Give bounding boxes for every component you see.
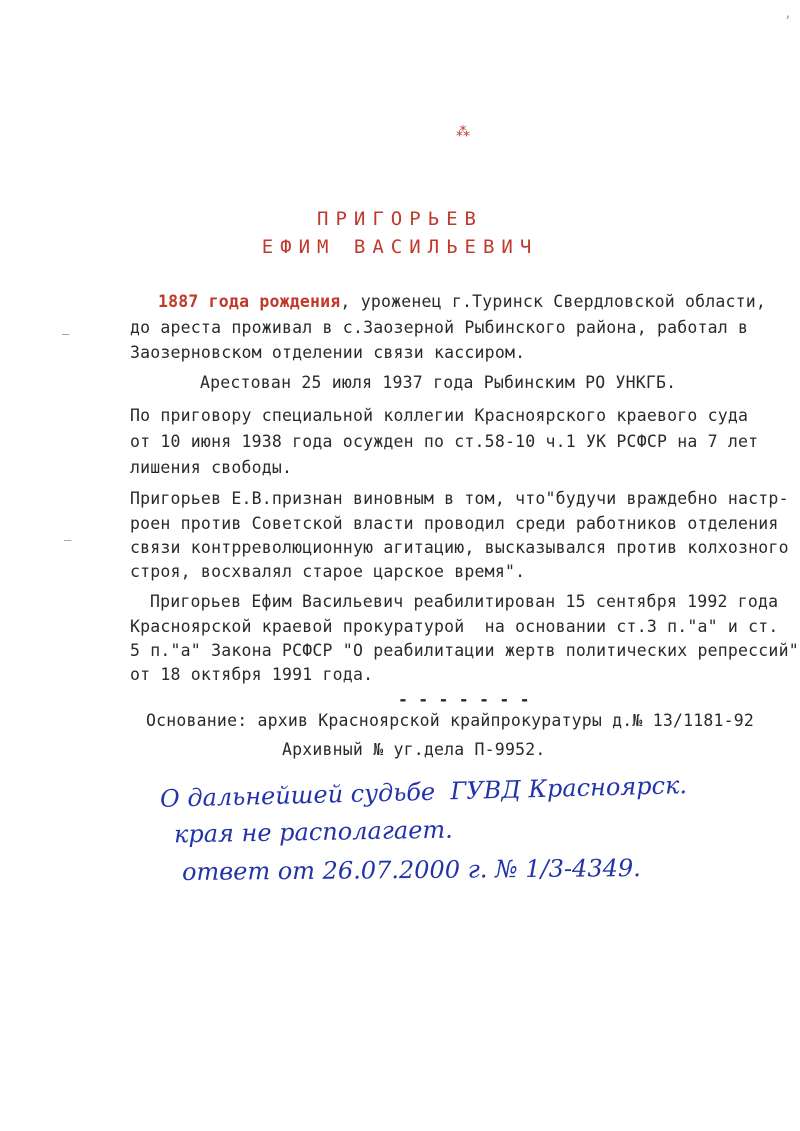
charge-line-2: роен против Советской власти проводил среди работников отделения (130, 514, 779, 533)
handwritten-note-line-3: ответ от 26.07.2000 г. № 1/3-4349. (181, 853, 641, 887)
person-surname: ПРИГОРЬЕВ (317, 208, 483, 230)
sentence-line-3: лишения свободы. (130, 458, 293, 477)
handwritten-note-line-1: О дальнейшей судьбе ГУВД Красноярск. (159, 771, 688, 813)
header-mark: ⁂ (456, 124, 470, 140)
rehab-line-1: Пригорьев Ефим Васильевич реабилитирован 15 сентября 1992 года (150, 592, 779, 611)
sentence-line-1: По приговору специальной коллегии Красноярского краевого суда (130, 406, 749, 425)
margin-tick: ’ (784, 14, 792, 28)
arrest-line: Арестован 25 июля 1937 года Рыбинским РО УНКГБ. (200, 373, 677, 392)
bio-line-1 (158, 292, 766, 311)
margin-tick: – (62, 327, 70, 341)
basis-line-1: Основание: архив Красноярской крайпрокуратуры д.№ 13/1181-92 (146, 711, 755, 730)
basis-line-2: Архивный № уг.дела П-9952. (282, 740, 546, 759)
rehab-line-2: Красноярской краевой прокуратурой на основании ст.3 п."а" и ст. (130, 617, 779, 636)
charge-line-1: Пригорьев Е.В.признан виновным в том, что"будучи враждебно настр- (130, 489, 789, 508)
sentence-line-2: от 10 июня 1938 года осужден по ст.58-10 ч.1 УК РСФСР на 7 лет (130, 432, 759, 451)
charge-line-4: строя, восхвалял старое царское время". (130, 562, 526, 581)
bio-line-2: до ареста проживал в с.Заозерной Рыбинского района, работал в (130, 318, 749, 337)
rehab-line-4: от 18 октября 1991 года. (130, 665, 374, 684)
birth-year: 1887 года рождения (158, 292, 341, 311)
margin-tick: – (64, 533, 72, 547)
charge-line-3: связи контрреволюционную агитацию, высказывался против колхозного (130, 538, 789, 557)
rehab-line-3: 5 п."а" Закона РСФСР "О реабилитации жертв политических репрессий" (130, 641, 799, 660)
divider: - - - - - - - (398, 690, 530, 709)
person-name: ЕФИМ ВАСИЛЬЕВИЧ (261, 236, 539, 258)
handwritten-note-line-2: края не располагает. (173, 815, 454, 849)
bio-line-1-rest: , уроженец г.Туринск Свердловской области, (340, 292, 767, 311)
bio-line-3: Заозерновском отделении связи кассиром. (130, 343, 526, 362)
